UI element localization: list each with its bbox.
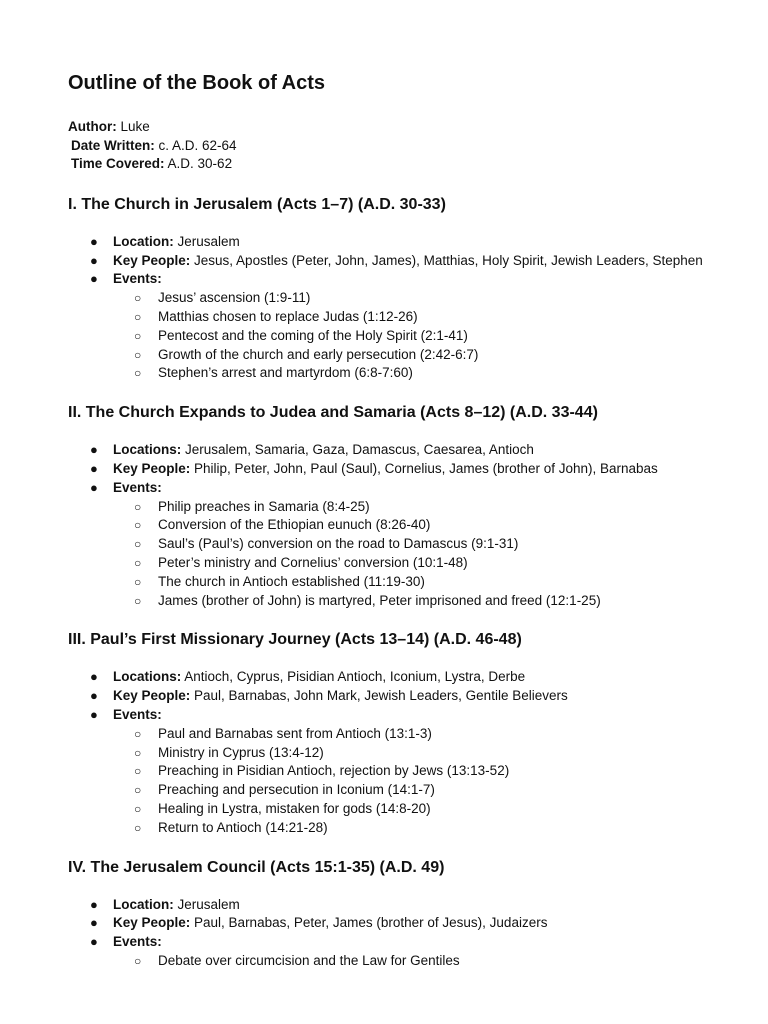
event-text: Peter’s ministry and Cornelius’ conversion (10:1-48) [158, 554, 468, 570]
event-item [68, 781, 748, 800]
events-item [68, 933, 748, 952]
bullet-dot-icon: ● [90, 479, 98, 495]
event-item [68, 289, 748, 308]
time-covered-value: A.D. 30-62 [164, 156, 233, 172]
section-bullets [68, 896, 748, 952]
event-item [68, 498, 748, 517]
event-item [68, 800, 748, 819]
circle-bullet-icon: ○ [134, 801, 142, 816]
events-item [68, 270, 748, 289]
circle-bullet-icon: ○ [134, 764, 142, 779]
circle-bullet-icon: ○ [134, 555, 142, 570]
section-heading: II. The Church Expands to Judea and Samaria (Acts 8–12) (A.D. 33-44) [68, 404, 598, 422]
author-value: Luke [116, 119, 150, 134]
event-text: Debate over circumcision and the Law for Gentiles [158, 952, 460, 968]
event-text: Conversion of the Ethiopian eunuch (8:26-40) [158, 517, 431, 533]
section-heading: III. Paul’s First Missionary Journey (Acts 13–14) (A.D. 46-48) [68, 631, 522, 649]
location-value: Antioch, Cyprus, Pisidian Antioch, Iconium, Lystra, Derbe [181, 669, 526, 685]
section-heading: I. The Church in Jerusalem (Acts 1–7) (A.D. 30-33) [68, 195, 446, 213]
key-people-value: Paul, Barnabas, John Mark, Jewish Leaders, Gentile Believers [190, 688, 568, 704]
events-item [68, 706, 748, 725]
location-value: Jerusalem [173, 896, 240, 912]
bullet-dot-icon: ● [90, 460, 98, 476]
circle-bullet-icon: ○ [134, 745, 142, 760]
event-text: Matthias chosen to replace Judas (1:12-26) [158, 308, 418, 324]
key-people-label: Key People: [113, 915, 191, 931]
key-people-value: Jesus, Apostles (Peter, John, James), Matthias, Holy Spirit, Jewish Leaders, Stephen [190, 252, 703, 268]
event-text: Saul’s (Paul’s) conversion on the road to Damascus (9:1-31) [158, 536, 519, 552]
circle-bullet-icon: ○ [134, 593, 142, 608]
key-people-value: Philip, Peter, John, Paul (Saul), Cornelius, James (brother of John), Barnabas [190, 460, 658, 476]
section-3 [68, 629, 748, 837]
bullet-dot-icon: ● [90, 934, 98, 950]
bullet-dot-icon: ● [90, 706, 98, 722]
bullet-dot-icon: ● [90, 915, 98, 931]
location-value: Jerusalem [173, 233, 240, 249]
section-bullets [68, 233, 748, 289]
date-written-value: c. A.D. 62-64 [154, 137, 237, 153]
key-people-value: Paul, Barnabas, Peter, James (brother of Jesus), Judaizers [190, 915, 548, 931]
key-people-label: Key People: [113, 252, 191, 268]
location-label: Location: [113, 896, 174, 912]
event-text: Preaching in Pisidian Antioch, rejection by Jews (13:13-52) [158, 763, 510, 779]
bullet-dot-icon: ● [90, 271, 98, 287]
date-written-line [68, 137, 748, 156]
event-text: Growth of the church and early persecution (2:42-6:7) [158, 346, 479, 362]
event-item [68, 952, 748, 971]
circle-bullet-icon: ○ [134, 574, 142, 589]
location-value: Jerusalem, Samaria, Gaza, Damascus, Caesarea, Antioch [181, 442, 534, 458]
key-people-item [68, 252, 748, 271]
bullet-dot-icon: ● [90, 252, 98, 268]
event-item [68, 762, 748, 781]
document-page [68, 70, 748, 971]
section-bullets [68, 668, 748, 724]
events-label: Events: [113, 706, 162, 722]
event-item [68, 516, 748, 535]
event-text: Return to Antioch (14:21-28) [158, 819, 328, 835]
key-people-item [68, 460, 748, 479]
circle-bullet-icon: ○ [134, 328, 142, 343]
circle-bullet-icon: ○ [134, 309, 142, 324]
events-item [68, 479, 748, 498]
circle-bullet-icon: ○ [134, 820, 142, 835]
author-line [68, 118, 748, 137]
bullet-dot-icon: ● [90, 896, 98, 912]
circle-bullet-icon: ○ [134, 347, 142, 362]
event-text: Healing in Lystra, mistaken for gods (14:8-20) [158, 800, 431, 816]
location-item [68, 668, 748, 687]
event-item [68, 554, 748, 573]
location-label: Location: [113, 233, 174, 249]
document-title: Outline of the Book of Acts [68, 72, 326, 94]
event-text: Preaching and persecution in Iconium (14:1-7) [158, 782, 435, 798]
section-4 [68, 857, 748, 971]
event-text: Pentecost and the coming of the Holy Spirit (2:1-41) [158, 327, 468, 343]
key-people-label: Key People: [113, 688, 191, 704]
event-item [68, 327, 748, 346]
time-covered-label: Time Covered: [71, 156, 165, 172]
event-item [68, 819, 748, 838]
section-2 [68, 402, 748, 610]
section-1 [68, 194, 748, 383]
event-text: James (brother of John) is martyred, Peter imprisoned and freed (12:1-25) [158, 592, 601, 608]
time-covered-line [68, 155, 748, 174]
section-bullets [68, 441, 748, 497]
key-people-label: Key People: [113, 460, 191, 476]
event-text: Jesus’ ascension (1:9-11) [158, 290, 311, 306]
events-list [68, 498, 748, 611]
circle-bullet-icon: ○ [134, 366, 142, 381]
event-item [68, 364, 748, 383]
event-item [68, 744, 748, 763]
circle-bullet-icon: ○ [134, 783, 142, 798]
location-item [68, 896, 748, 915]
event-item [68, 346, 748, 365]
event-item [68, 535, 748, 554]
event-item [68, 573, 748, 592]
circle-bullet-icon: ○ [134, 953, 142, 968]
location-item [68, 233, 748, 252]
bullet-dot-icon: ● [90, 688, 98, 704]
event-item [68, 592, 748, 611]
circle-bullet-icon: ○ [134, 726, 142, 741]
bullet-dot-icon: ● [90, 669, 98, 685]
bullet-dot-icon: ● [90, 233, 98, 249]
circle-bullet-icon: ○ [134, 537, 142, 552]
events-label: Events: [113, 479, 162, 495]
circle-bullet-icon: ○ [134, 518, 142, 533]
location-label: Locations: [113, 669, 182, 685]
event-text: Paul and Barnabas sent from Antioch (13:1-3) [158, 725, 432, 741]
location-item [68, 441, 748, 460]
event-text: Stephen’s arrest and martyrdom (6:8-7:60) [158, 365, 413, 381]
event-item [68, 308, 748, 327]
circle-bullet-icon: ○ [134, 291, 142, 306]
key-people-item [68, 687, 748, 706]
events-list [68, 725, 748, 838]
bullet-dot-icon: ● [90, 442, 98, 458]
location-label: Locations: [113, 442, 182, 458]
key-people-item [68, 914, 748, 933]
event-text: The church in Antioch established (11:19-30) [158, 573, 425, 589]
event-text: Ministry in Cyprus (13:4-12) [158, 744, 324, 760]
section-heading: IV. The Jerusalem Council (Acts 15:1-35) (A.D. 49) [68, 858, 445, 876]
events-list [68, 289, 748, 383]
events-list [68, 952, 748, 971]
circle-bullet-icon: ○ [134, 499, 142, 514]
date-written-label: Date Written: [71, 137, 155, 153]
event-item [68, 725, 748, 744]
events-label: Events: [113, 271, 162, 287]
event-text: Philip preaches in Samaria (8:4-25) [158, 498, 370, 514]
events-label: Events: [113, 934, 162, 950]
author-label: Author: [68, 119, 117, 134]
